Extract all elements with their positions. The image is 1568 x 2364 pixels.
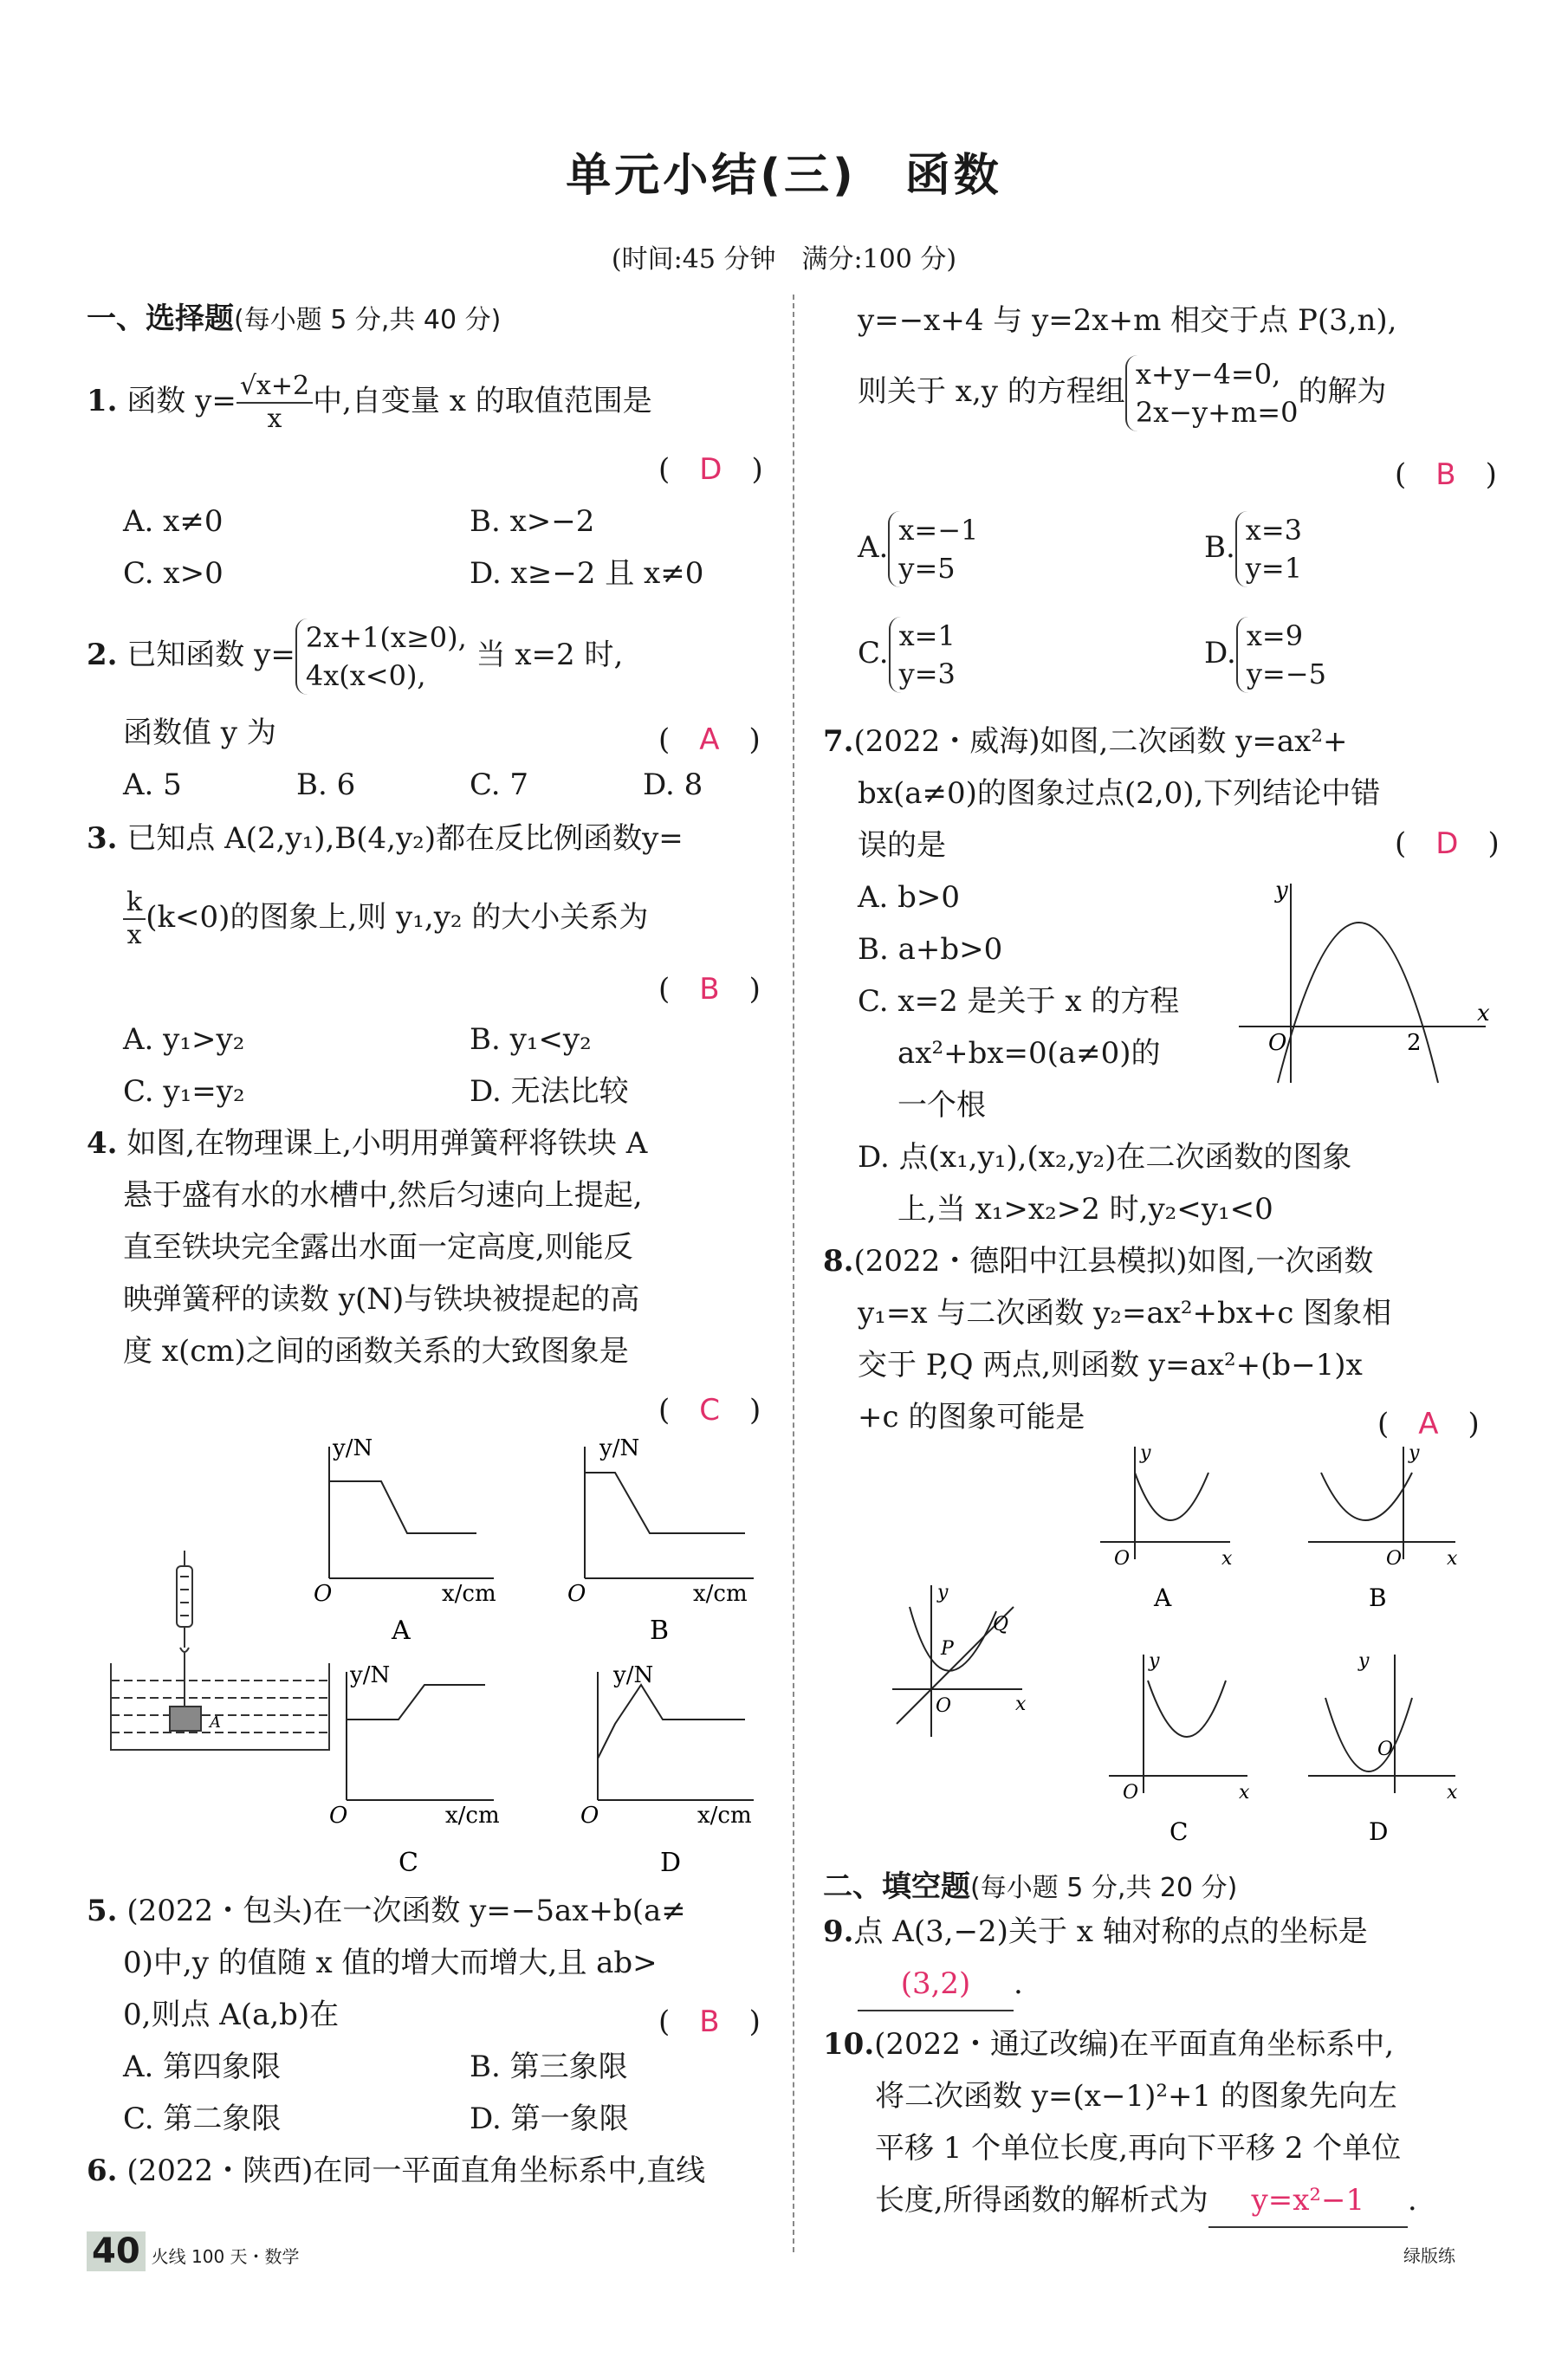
q5-option-d: D. 第一象限 bbox=[470, 2102, 629, 2136]
q7-origin: O bbox=[1268, 1030, 1287, 1056]
q7-x-label: x bbox=[1477, 1001, 1490, 1027]
q4-line-5: 度 x(cm)之间的函数关系的大致图象是 bbox=[123, 1334, 629, 1369]
question-7: 7.(2022・威海)如图,二次函数 y=ax²+ bbox=[823, 724, 1348, 759]
q8-d-label: D bbox=[1369, 1817, 1389, 1846]
q8-d-origin: O bbox=[1377, 1739, 1394, 1760]
q8-line-3: 交于 P,Q 两点,则函数 y=ax²+(b−1)x bbox=[858, 1348, 1363, 1383]
q8-option-d-graph bbox=[1308, 1655, 1455, 1793]
q4-block-label: A bbox=[210, 1713, 221, 1732]
q8-given-y: y bbox=[937, 1582, 949, 1603]
q5-line-2: 0)中,y 的值随 x 值的增大而增大,且 ab> bbox=[123, 1946, 658, 1980]
q8-line-4: +c 的图象可能是 bbox=[858, 1400, 1085, 1435]
q3-option-b: B. y₁<y₂ bbox=[470, 1022, 592, 1057]
q8-d-y: y bbox=[1358, 1650, 1370, 1672]
q4-answer: ( C ) bbox=[658, 1393, 761, 1428]
q8-given-x: x bbox=[1015, 1694, 1027, 1715]
q8-a-y: y bbox=[1140, 1442, 1151, 1464]
book-name: 火线 100 天・数学 bbox=[151, 2246, 300, 2267]
q8-answer: ( A ) bbox=[1377, 1407, 1480, 1441]
q7-option-b: B. a+b>0 bbox=[858, 932, 1003, 967]
edition-label: 绿版练 bbox=[1403, 2245, 1455, 2266]
q8-given-origin: O bbox=[936, 1695, 952, 1717]
q8-figures bbox=[884, 1438, 1490, 1854]
q6-option-a: A. x=−1 y=5 bbox=[858, 511, 978, 587]
q2-option-a: A. 5 bbox=[123, 767, 182, 802]
q4-figures bbox=[87, 1421, 780, 1906]
q5-answer: ( B ) bbox=[658, 2005, 761, 2039]
q4-graph-b bbox=[585, 1447, 754, 1578]
q2-piecewise: 2x+1(x≥0), 4x(x<0), bbox=[295, 619, 467, 695]
q4-d-ylabel: y/N bbox=[613, 1662, 654, 1688]
q9-answer-line: (3,2) . bbox=[858, 1958, 1023, 2011]
q6-line-2: y=−x+4 与 y=2x+m 相交于点 P(3,n), bbox=[858, 303, 1397, 338]
q3-option-d: D. 无法比较 bbox=[470, 1074, 629, 1109]
q4-graph-c bbox=[347, 1672, 494, 1800]
q4-b-xlabel: x/cm bbox=[693, 1581, 748, 1607]
q8-a-label: A bbox=[1154, 1584, 1172, 1612]
q4-b-label: B bbox=[650, 1616, 670, 1646]
q8-option-a-graph bbox=[1100, 1447, 1230, 1559]
q7-y-label: y bbox=[1275, 878, 1288, 904]
q10-line-2: 将二次函数 y=(x−1)²+1 的图象先向左 bbox=[875, 2079, 1397, 2114]
q7-option-c: C. x=2 是关于 x 的方程 bbox=[858, 984, 1180, 1019]
q7-option-d-line-2: 上,当 x₁>x₂>2 时,y₂<y₁<0 bbox=[897, 1192, 1273, 1227]
q4-line-3: 直至铁块完全露出水面一定高度,则能反 bbox=[123, 1230, 633, 1265]
q4-d-xlabel: x/cm bbox=[697, 1803, 752, 1829]
exam-info: (时间:45 分钟 满分:100 分) bbox=[611, 244, 957, 275]
q1-answer: ( D ) bbox=[658, 452, 763, 487]
q4-a-xlabel: x/cm bbox=[442, 1581, 496, 1607]
q4-d-label: D bbox=[660, 1848, 682, 1878]
question-5: 5. (2022・包头)在一次函数 y=−5ax+b(a≠ bbox=[87, 1894, 686, 1928]
q8-d-x: x bbox=[1447, 1782, 1458, 1804]
q6-option-d: D. x=9 y=−5 bbox=[1204, 617, 1326, 693]
q4-c-xlabel: x/cm bbox=[445, 1803, 500, 1829]
q1-option-b: B. x>−2 bbox=[470, 504, 595, 539]
q10-answer: y=x²−1 bbox=[1208, 2174, 1408, 2228]
q1-option-c: C. x>0 bbox=[123, 556, 224, 591]
q7-option-a: A. b>0 bbox=[858, 880, 961, 915]
q8-option-c-graph bbox=[1109, 1655, 1247, 1793]
q10-line-4: 长度,所得函数的解析式为 y=x²−1 . bbox=[875, 2174, 1417, 2228]
q8-c-origin: O bbox=[1123, 1782, 1139, 1804]
q4-c-ylabel: y/N bbox=[350, 1662, 391, 1688]
question-4: 4. 如图,在物理课上,小明用弹簧秤将铁块 A bbox=[87, 1126, 648, 1161]
q2-answer: ( A ) bbox=[658, 722, 761, 757]
q5-option-b: B. 第三象限 bbox=[470, 2050, 628, 2084]
q6-line-3: 则关于 x,y 的方程组 x+y−4=0, 2x−y+m=0 的解为 bbox=[858, 355, 1386, 431]
q7-option-c-line-2: ax²+bx=0(a≠0)的 bbox=[897, 1036, 1161, 1071]
q8-option-b-graph bbox=[1308, 1447, 1455, 1559]
q4-graph-d bbox=[598, 1672, 754, 1800]
q8-a-x: x bbox=[1221, 1548, 1233, 1570]
q4-line-4: 映弹簧秤的读数 y(N)与铁块被提起的高 bbox=[123, 1282, 640, 1317]
q2-line-2: 函数值 y 为 bbox=[123, 716, 276, 750]
q3-option-a: A. y₁>y₂ bbox=[123, 1022, 245, 1057]
q4-a-ylabel: y/N bbox=[333, 1435, 373, 1461]
q4-c-label: C bbox=[398, 1848, 418, 1878]
q4-line-2: 悬于盛有水的水槽中,然后匀速向上提起, bbox=[123, 1178, 643, 1213]
q8-point-q: Q bbox=[993, 1614, 1009, 1635]
q8-c-label: C bbox=[1170, 1817, 1189, 1846]
q5-option-c: C. 第二象限 bbox=[123, 2102, 282, 2136]
question-3: 3. 已知点 A(2,y₁),B(4,y₂)都在反比例函数y= bbox=[87, 821, 684, 856]
q1-fraction: $\frac{√x+2}{x}$ bbox=[236, 371, 313, 435]
column-divider bbox=[793, 295, 794, 2252]
q4-c-origin: O bbox=[329, 1803, 348, 1829]
q8-c-x: x bbox=[1239, 1782, 1250, 1804]
q8-given-graph bbox=[892, 1585, 1022, 1737]
q7-line-2: bx(a≠0)的图象过点(2,0),下列结论中错 bbox=[858, 776, 1381, 811]
q2-option-d: D. 8 bbox=[643, 767, 703, 802]
q5-option-a: A. 第四象限 bbox=[123, 2050, 282, 2084]
q8-c-y: y bbox=[1149, 1650, 1160, 1672]
q2-option-c: C. 7 bbox=[470, 767, 529, 802]
question-9: 9.点 A(3,−2)关于 x 轴对称的点的坐标是 bbox=[823, 1914, 1368, 1949]
q3-answer: ( B ) bbox=[658, 972, 761, 1007]
page-title: 单元小结(三) 函数 bbox=[566, 150, 1002, 202]
q10-line-3: 平移 1 个单位长度,再向下平移 2 个单位 bbox=[875, 2131, 1402, 2166]
section-2-heading: 二、填空题(每小题 5 分,共 20 分) bbox=[823, 1869, 1238, 1904]
q2-option-b: B. 6 bbox=[296, 767, 356, 802]
q5-line-3: 0,则点 A(a,b)在 bbox=[123, 1998, 340, 2032]
q1-option-a: A. x≠0 bbox=[123, 504, 224, 539]
question-2: 2. 已知函数 y= 2x+1(x≥0), 4x(x<0), 当 x=2 时, bbox=[87, 619, 623, 695]
q7-option-d: D. 点(x₁,y₁),(x₂,y₂)在二次函数的图象 bbox=[858, 1140, 1352, 1175]
q4-b-origin: O bbox=[567, 1581, 586, 1607]
q8-point-p: P bbox=[941, 1638, 954, 1660]
q7-parabola bbox=[1278, 923, 1438, 1083]
q4-a-label: A bbox=[392, 1616, 411, 1646]
q6-answer: ( B ) bbox=[1395, 457, 1497, 492]
page-number: 40 bbox=[87, 2231, 146, 2271]
q7-answer: ( D ) bbox=[1395, 826, 1500, 861]
q8-b-y: y bbox=[1409, 1442, 1420, 1464]
q6-option-b: B. x=3 y=1 bbox=[1204, 511, 1302, 587]
q1-option-d: D. x≥−2 且 x≠0 bbox=[470, 556, 704, 591]
q3-line-2: $\frac{k}{x}$ (k<0)的图象上,则 y₁,y₂ 的大小关系为 bbox=[123, 887, 648, 951]
question-6: 6. (2022・陕西)在同一平面直角坐标系中,直线 bbox=[87, 2154, 706, 2188]
question-8: 8.(2022・德阳中江县模拟)如图,一次函数 bbox=[823, 1244, 1374, 1279]
q8-b-x: x bbox=[1447, 1548, 1458, 1570]
q8-b-label: B bbox=[1369, 1584, 1387, 1612]
q4-a-origin: O bbox=[314, 1581, 333, 1607]
q8-line-2: y₁=x 与二次函数 y₂=ax²+bx+c 图象相 bbox=[858, 1296, 1392, 1331]
q7-line-3: 误的是 bbox=[858, 828, 946, 863]
q7-option-c-line-3: 一个根 bbox=[897, 1088, 986, 1123]
q8-b-origin: O bbox=[1386, 1548, 1403, 1570]
q7-parabola-graph bbox=[1230, 866, 1499, 1091]
q3-option-c: C. y₁=y₂ bbox=[123, 1074, 245, 1109]
question-10: 10.(2022・通辽改编)在平面直角坐标系中, bbox=[823, 2027, 1395, 2062]
footer-left bbox=[87, 2231, 300, 2271]
q6-system: x+y−4=0, 2x−y+m=0 bbox=[1125, 355, 1299, 431]
section-1-heading: 一、选择题(每小题 5 分,共 40 分) bbox=[87, 301, 502, 336]
q7-tick-2: 2 bbox=[1407, 1030, 1422, 1056]
question-1: 1. 函数 y= $\frac{√x+2}{x}$ 中,自变量 x 的取值范围是 bbox=[87, 371, 652, 434]
q4-graph-a bbox=[329, 1447, 494, 1578]
q9-answer: (3,2) bbox=[858, 1958, 1014, 2011]
q8-a-origin: O bbox=[1114, 1548, 1131, 1570]
q4-d-origin: O bbox=[580, 1803, 599, 1829]
q6-option-c: C. x=1 y=3 bbox=[858, 617, 956, 693]
q4-b-ylabel: y/N bbox=[599, 1435, 640, 1461]
